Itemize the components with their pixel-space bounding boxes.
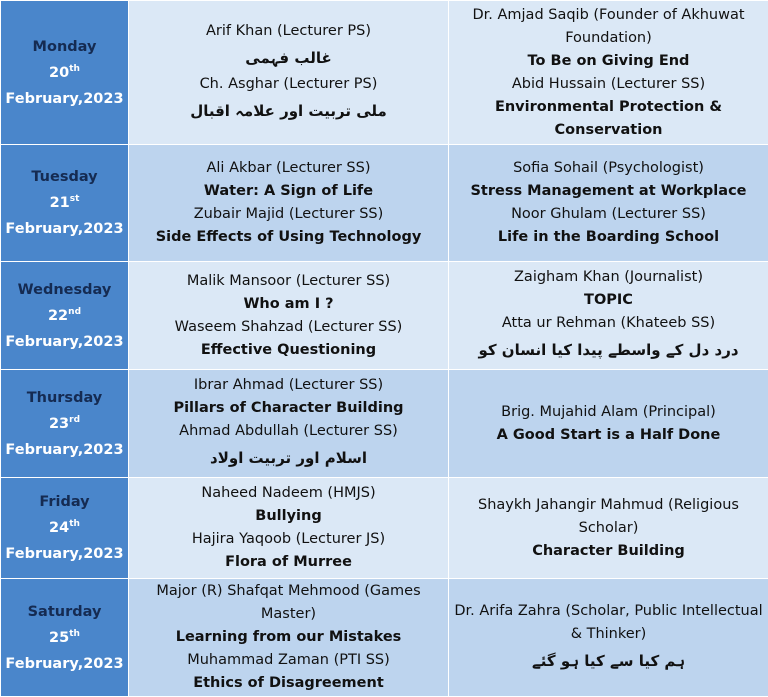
- topic: Environmental Protection & Conservation: [494, 98, 723, 138]
- speaker: Dr. Arifa Zahra (Scholar, Public Intellectual & Thinker): [454, 602, 763, 642]
- day-name: Friday: [39, 494, 90, 510]
- topic: TOPIC: [584, 292, 633, 308]
- speaker: Major (R) Shafqat Mehmood (Games Master): [156, 583, 421, 622]
- topic: Side Effects of Using Technology: [155, 229, 422, 245]
- day-name: Tuesday: [31, 169, 98, 185]
- topic: Stress Management at Workplace: [470, 183, 747, 199]
- speaker: Malik Mansoor (Lecturer SS): [186, 272, 391, 289]
- day-date: [5, 625, 124, 651]
- topic: Water: A Sign of Life: [203, 183, 374, 199]
- speaker: Abid Hussain (Lecturer SS): [511, 75, 706, 92]
- schedule-row-friday: [1, 478, 768, 579]
- topic: Learning from our Mistakes: [175, 629, 402, 645]
- topic-urdu: ملی تربیت اور علامہ اقبال: [190, 101, 387, 120]
- date-number: 23: [48, 415, 70, 432]
- topic-urdu: ہم کیا سے کیا ہو گئے: [532, 651, 685, 670]
- day-date: [5, 60, 124, 86]
- topic-urdu: اسلام اور تربیت اولاد: [210, 449, 367, 467]
- speaker: Shaykh Jahangir Mahmud (Religious Scholar): [478, 496, 739, 536]
- schedule-row-monday: [1, 1, 768, 145]
- date-number: 21: [49, 195, 70, 211]
- session-cell-1: [129, 1, 449, 145]
- session-cell-2: [449, 145, 768, 262]
- session-cell-2: [449, 370, 768, 478]
- session-cell-2: [449, 478, 768, 579]
- speaker: Atta ur Rehman (Khateeb SS): [501, 315, 716, 331]
- day-month: February,2023: [5, 441, 124, 458]
- day-cell: [1, 478, 129, 579]
- schedule-row-wednesday: [1, 262, 768, 370]
- day-date: [5, 411, 124, 437]
- speaker: Hajira Yaqoob (Lecturer JS): [191, 531, 386, 547]
- speaker: Naheed Nadeem (HMJS): [201, 485, 376, 501]
- date-suffix: rd: [69, 414, 81, 425]
- topic-urdu: درد دل کے واسطے پیدا کیا انسان کو: [478, 341, 739, 359]
- speaker: Brig. Mujahid Alam (Principal): [501, 403, 716, 420]
- day-cell: [1, 370, 129, 478]
- day-cell: [1, 579, 129, 697]
- day-name: Saturday: [27, 603, 102, 620]
- speaker: Sofia Sohail (Psychologist): [513, 160, 704, 176]
- session-cell-1: [129, 579, 449, 697]
- date-suffix: th: [69, 63, 80, 74]
- session-cell-1: [129, 370, 449, 478]
- day-name: Wednesday: [17, 281, 112, 298]
- speaker: Dr. Amjad Saqib (Founder of Akhuwat Foundation): [472, 6, 745, 46]
- topic-urdu: غالب فہمی: [245, 48, 332, 67]
- topic: Ethics of Disagreement: [193, 675, 384, 691]
- date-number: 24: [49, 520, 70, 536]
- speaker: Zaigham Khan (Journalist): [514, 269, 703, 285]
- day-date: [5, 515, 124, 541]
- session-cell-2: [449, 1, 768, 145]
- day-name: Monday: [32, 38, 97, 55]
- day-cell: [1, 1, 129, 145]
- schedule-row-tuesday: [1, 145, 768, 262]
- topic: Pillars of Character Building: [173, 400, 404, 416]
- topic: Life in the Boarding School: [497, 229, 720, 245]
- schedule-row-saturday: [1, 579, 768, 697]
- day-month: February,2023: [5, 546, 124, 562]
- session-cell-2: [449, 262, 768, 370]
- speaker: Waseem Shahzad (Lecturer SS): [174, 318, 403, 335]
- topic: Who am I ?: [243, 295, 334, 312]
- speaker: Ahmad Abdullah (Lecturer SS): [179, 423, 398, 439]
- session-cell-1: [129, 262, 449, 370]
- date-suffix: nd: [68, 306, 82, 317]
- session-cell-1: [129, 478, 449, 579]
- date-number: 22: [47, 307, 69, 324]
- date-number: 25: [49, 629, 70, 646]
- session-cell-2: [449, 579, 768, 697]
- day-name: Thursday: [26, 389, 103, 406]
- speaker: Noor Ghulam (Lecturer SS): [511, 206, 706, 222]
- day-month: February,2023: [5, 655, 124, 672]
- speaker: Ch. Asghar (Lecturer PS): [199, 75, 378, 92]
- date-suffix: st: [69, 194, 80, 205]
- day-month: February,2023: [5, 333, 124, 350]
- day-cell: [1, 145, 129, 262]
- date-suffix: th: [69, 519, 80, 530]
- day-cell: [1, 262, 129, 370]
- day-month: February,2023: [5, 221, 124, 237]
- day-month: February,2023: [5, 90, 124, 107]
- topic: To Be on Giving End: [527, 52, 690, 69]
- speaker: Ali Akbar (Lecturer SS): [206, 160, 371, 176]
- topic: Effective Questioning: [200, 341, 377, 358]
- speaker: Arif Khan (Lecturer PS): [206, 22, 371, 39]
- speaker: Muhammad Zaman (PTI SS): [187, 652, 390, 668]
- speaker: Zubair Majid (Lecturer SS): [193, 206, 384, 222]
- date-number: 20: [49, 64, 70, 81]
- speaker: Ibrar Ahmad (Lecturer SS): [193, 377, 384, 393]
- topic: Character Building: [532, 542, 685, 559]
- topic: Bullying: [255, 508, 322, 524]
- day-date: [5, 190, 124, 216]
- schedule-row-thursday: [1, 370, 768, 478]
- topic: Flora of Murree: [225, 554, 352, 570]
- session-cell-1: [129, 145, 449, 262]
- day-date: [5, 303, 124, 329]
- topic: A Good Start is a Half Done: [496, 426, 721, 443]
- date-suffix: th: [69, 628, 80, 639]
